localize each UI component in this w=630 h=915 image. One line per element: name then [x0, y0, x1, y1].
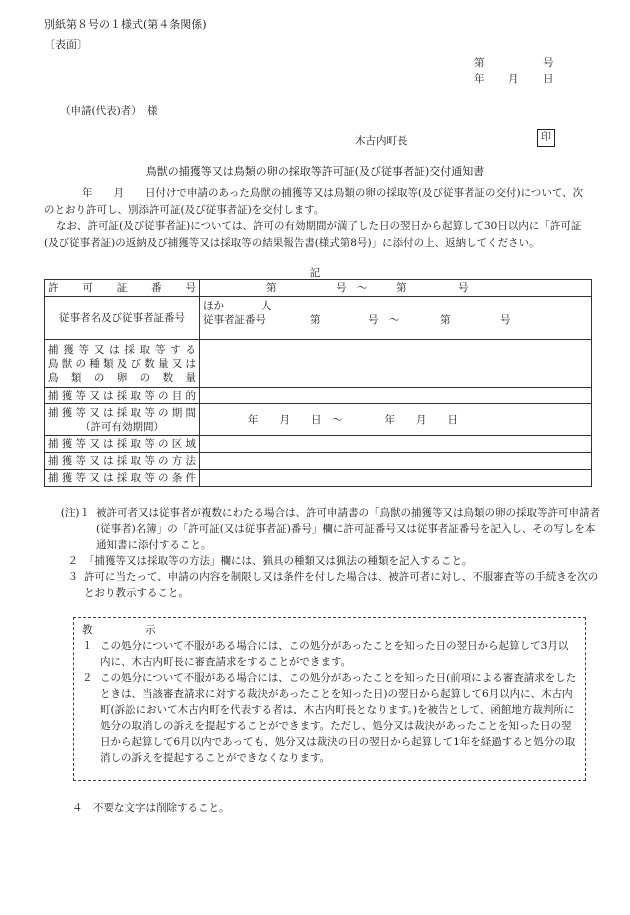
note-1-label: (注)１	[60, 507, 90, 519]
body-paragraph-2: なお、許可証(及び従事者証)については、許可の有効期間が満了した日の翌日から起算して30日以内に「許可証(及び従事者証)の返納及び捕獲等又は採取等の結果報告書(様式第8号)」に添付の上、返納してください。	[44, 220, 582, 249]
purpose-label: 捕獲等又は採取等の目的	[45, 388, 200, 404]
worker-name-label: 従事者名及び従事者証番号	[45, 297, 200, 340]
ki-heading: 記	[309, 267, 321, 279]
seal-mark: 印	[537, 129, 555, 147]
note-item-3	[44, 569, 604, 601]
permit-details-table	[44, 279, 592, 487]
appeal-instruction-box	[73, 617, 586, 781]
addressee: （申請(代表)者） 様	[60, 105, 158, 117]
date-year: 年	[474, 73, 485, 85]
side-label: 〔表面〕	[44, 38, 88, 51]
permit-no-from-prefix: 第	[266, 282, 277, 294]
note-2-label: ２	[67, 555, 78, 567]
table-row	[45, 280, 592, 297]
date-day: 日	[543, 73, 554, 85]
species-quantity-cell	[200, 340, 592, 388]
conditions-label: 捕獲等又は採取等の条件	[45, 470, 200, 487]
document-title: 鳥獣の捕獲等又は鳥類の卵の採取等許可証(及び従事者証)交付通知書	[145, 165, 485, 178]
date-month: 月	[508, 73, 519, 85]
note-3-text: 許可に当たって、申請の内容を制限し又は条件を付した場合は、被許可者に対し、不服審査等の手続きを次のとおり教示すること。	[84, 571, 599, 599]
worker-count-unit: 人	[261, 300, 272, 312]
worker-name-cell	[200, 297, 592, 340]
table-row	[45, 404, 592, 436]
table-row	[45, 470, 592, 487]
method-cell	[200, 453, 592, 470]
table-row	[45, 297, 592, 340]
species-label-line-1: 捕獲等又は採取等する	[48, 343, 196, 356]
body-paragraph-1: 年 月 日付けで申請のあった鳥獣の捕獲等又は鳥類の卵の採取等(及び従事者証の交付)について、次のとおり許可し、別添許可証(及び従事者証)を交付します。	[44, 187, 584, 216]
issuer-name: 木古内町長	[355, 135, 408, 147]
worker-cert-label: 従事者証番号	[203, 314, 266, 326]
table-row	[45, 388, 592, 404]
species-quantity-label	[45, 340, 200, 388]
note-3-label: ３	[67, 571, 78, 583]
appeal-item-2-label: ２	[82, 672, 93, 684]
species-label-line-2: 鳥獣の種類及び数量又は	[48, 357, 196, 370]
form-number-label: 別紙第８号の１様式(第４条関係)	[44, 18, 207, 31]
worker-no-from-suffix: 号 ～	[368, 314, 400, 326]
table-row	[45, 436, 592, 453]
note-1-text: 被許可者又は従事者が複数にわたる場合は、許可申請書の「鳥獣の捕獲等又は鳥類の卵の採取等許可申請者(従事者)名簿」の「許可証(又は従事者証)番号」欄に許可証番号又は従事者証番号を記入し、その写しを本通知書に添付すること。	[96, 507, 600, 551]
permit-no-to-prefix: 第	[396, 282, 407, 294]
conditions-cell	[200, 470, 592, 487]
note-item-2	[44, 553, 604, 569]
permit-no-from-suffix: 号 ～	[336, 282, 368, 294]
permit-number-cell	[200, 280, 592, 297]
note-item-4: ４ 不要な文字は削除すること。	[72, 802, 230, 814]
appeal-item-2	[82, 670, 577, 766]
period-value: 年 月 日 ～ 年 月 日	[200, 404, 592, 436]
appeal-heading: 教 示	[82, 624, 156, 636]
area-label: 捕獲等又は採取等の区域	[45, 436, 200, 453]
appeal-item-2-text: この処分について不服がある場合には、この処分があったことを知った日(前項による審査請求をしたときは、当該審査請求に対する裁決があったことを知った日)の翌日から起算して6月以内に、木古内町(訴訟において木古内町を代表する者は、木古内町長となります。)を被告として、函館地方裁判所に処分の取消しの訴えを提起することができます。ただし、処分又は裁決があったことを知った日の翌日から起算して6月以内であっても、処分又は裁決の日の翌日から起算して1年を経過すると処分の取消しの訴えを提起することができなくなります。	[100, 672, 577, 764]
species-label-line-3: 鳥類の卵の数量	[48, 371, 196, 384]
notes-section	[44, 505, 604, 601]
permit-no-to-suffix: 号	[458, 282, 469, 294]
area-cell	[200, 436, 592, 453]
period-label	[45, 404, 200, 436]
note-item-1	[44, 505, 604, 553]
worker-no-to-suffix: 号	[500, 314, 511, 326]
purpose-cell	[200, 388, 592, 404]
note-2-text: 「捕獲等又は採取等の方法」欄には、猟具の種類又は猟法の種類を記入すること。	[84, 555, 473, 567]
table-row	[45, 453, 592, 470]
method-label: 捕獲等又は採取等の方法	[45, 453, 200, 470]
appeal-item-1-label: １	[82, 640, 93, 652]
document-number-prefix: 第	[474, 57, 485, 69]
period-label-line-2: （許可有効期間）	[80, 420, 164, 433]
appeal-item-1-text: この処分について不服がある場合には、この処分があったことを知った日の翌日から起算して3月以内に、木古内町長に審査請求をすることができます。	[100, 640, 569, 668]
period-label-line-1: 捕獲等又は採取等の期間	[48, 406, 196, 419]
worker-no-from-prefix: 第	[310, 314, 321, 326]
table-row	[45, 340, 592, 388]
worker-others-text: ほか	[203, 300, 224, 312]
document-number-suffix: 号	[543, 57, 554, 69]
permit-number-label: 許可証番号	[45, 280, 200, 297]
appeal-item-1	[82, 638, 577, 670]
worker-no-to-prefix: 第	[440, 314, 451, 326]
